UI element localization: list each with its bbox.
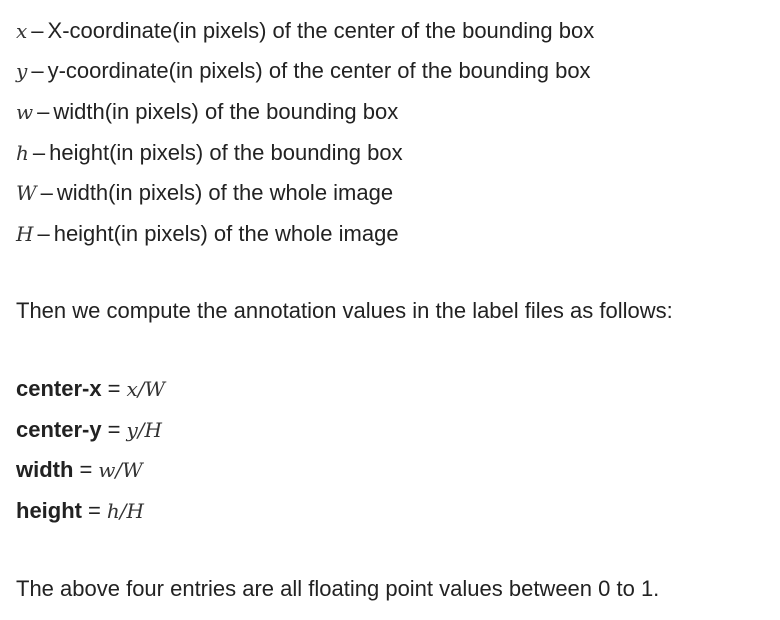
formula-center-y xyxy=(16,419,162,441)
variable-symbol: y xyxy=(16,59,28,83)
definition-y xyxy=(16,60,591,82)
definition-W xyxy=(16,182,393,204)
definition-text: height(in pixels) of the bounding box xyxy=(49,140,403,165)
variable-symbol: w xyxy=(16,100,34,124)
variable-symbol: H xyxy=(16,222,34,246)
dash: – xyxy=(31,18,44,43)
formula-name: width xyxy=(16,457,74,482)
dash: – xyxy=(31,58,44,83)
definition-text: X-coordinate(in pixels) of the center of the bounding box xyxy=(47,18,595,43)
formula-name: center-y xyxy=(16,417,102,442)
variable-symbol: x xyxy=(16,19,28,43)
definition-H xyxy=(16,223,399,245)
formula-name: height xyxy=(16,498,82,523)
equals-sign: = xyxy=(79,457,93,482)
dash: – xyxy=(37,99,50,124)
definition-text: y-coordinate(in pixels) of the center of the bounding box xyxy=(47,58,591,83)
equals-sign: = xyxy=(88,498,101,523)
formula-expression: w/W xyxy=(98,458,143,482)
formula-expression: y/H xyxy=(126,418,162,442)
definition-text: height(in pixels) of the whole image xyxy=(53,221,399,246)
equals-sign: = xyxy=(107,417,121,442)
dash: – xyxy=(32,140,46,165)
definition-x xyxy=(16,20,594,42)
definition-w xyxy=(16,101,398,123)
dash: – xyxy=(37,221,50,246)
formula-height xyxy=(16,500,144,522)
variable-symbol: W xyxy=(16,181,37,205)
definition-text: width(in pixels) of the whole image xyxy=(56,180,394,205)
formula-expression: x/W xyxy=(126,377,166,401)
formula-name: center-x xyxy=(16,376,102,401)
intro-paragraph: Then we compute the annotation values in the label files as follows: xyxy=(16,298,673,323)
formula-expression: h/H xyxy=(106,499,144,523)
formula-center-x xyxy=(16,378,165,400)
dash: – xyxy=(40,180,53,205)
formula-width xyxy=(16,459,143,481)
equals-sign: = xyxy=(107,376,121,401)
conclusion-paragraph: The above four entries are all floating point values between 0 to 1. xyxy=(16,576,660,601)
definition-h xyxy=(16,142,403,164)
definition-text: width(in pixels) of the bounding box xyxy=(53,99,399,124)
variable-symbol: h xyxy=(16,141,29,165)
